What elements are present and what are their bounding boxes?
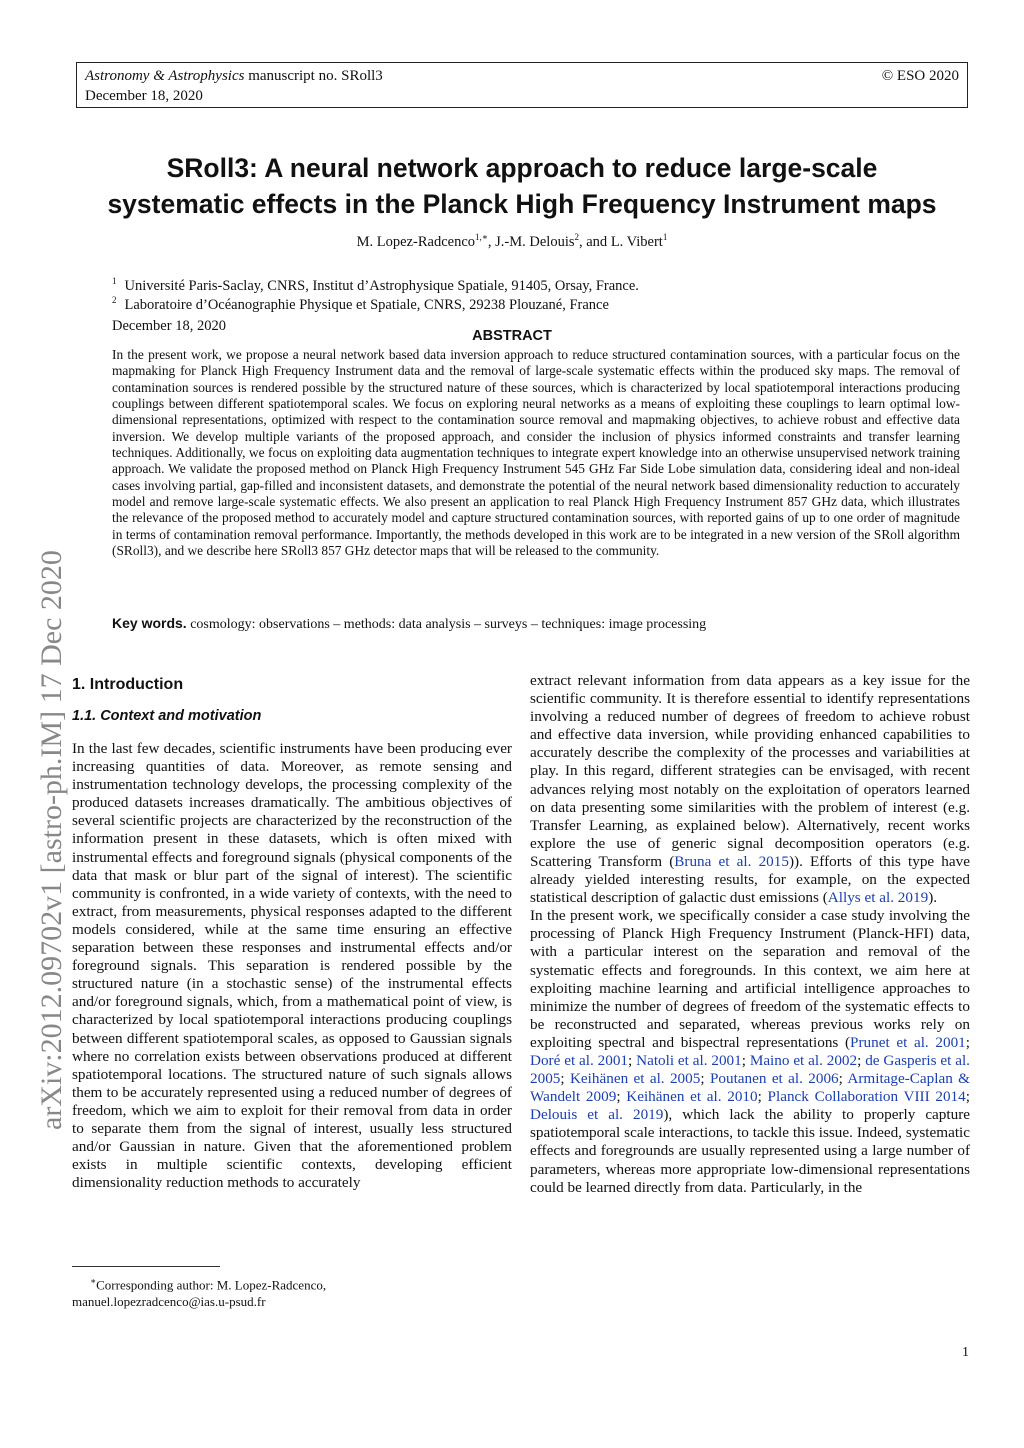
- author-affil-mark: 1: [662, 232, 668, 242]
- citation-link[interactable]: Poutanen et al. 2006: [709, 1070, 839, 1088]
- citation-separator: ;: [628, 1051, 637, 1069]
- footnote-divider: [72, 1266, 220, 1267]
- section-heading: 1. Introduction: [72, 676, 184, 693]
- paper-title-line-1: SRoll3: A neural network approach to reduce large-scale: [166, 153, 878, 183]
- paragraph-text: ).: [928, 889, 938, 907]
- citation-link[interactable]: Delouis et al. 2019: [530, 1106, 664, 1124]
- arxiv-stamp: [34, 420, 70, 1130]
- citation-separator: ;: [838, 1070, 848, 1088]
- author-affil-mark: 2: [574, 232, 579, 242]
- paper-title-line-2: systematic effects in the Planck High Frequency Instrument maps: [107, 189, 937, 219]
- affiliation-1: [112, 276, 639, 295]
- author-name: L. Vibert: [610, 233, 663, 250]
- citation-separator: ;: [741, 1051, 750, 1069]
- citation-link[interactable]: Bruna et al. 2015: [674, 852, 789, 870]
- received-date: December 18, 2020: [112, 318, 226, 334]
- keywords: [112, 615, 706, 633]
- subsection-heading: 1.1. Context and motivation: [72, 708, 262, 724]
- footnote-mark: ∗: [90, 1276, 97, 1286]
- arxiv-identifier: arXiv:2012.09702v1 [astro-ph.IM] 17 Dec 2020: [35, 550, 68, 1130]
- affiliation-text: Laboratoire d’Océanographie Physique et Spatiale, CNRS, 29238 Plouzané, France: [124, 296, 609, 313]
- affiliation-number: 1: [112, 276, 117, 286]
- keywords-text: cosmology: observations – methods: data analysis – surveys – techniques: image processing: [190, 617, 707, 632]
- paragraph-text: ), which lack the ability to properly capture spatiotemporal scale interactions, to tackle this issue. Indeed, systematic effects and foregrounds are usually represented using a large number of parameters, whereas more appropriate low-dimensional representations could be learned directly from data. Particularly, in the: [530, 1106, 971, 1196]
- citation-separator: ;: [965, 1088, 970, 1106]
- paragraph-text: )). Efforts of this type have already yielded interesting results, for example, on the expected statistical description of galactic dust emissions (: [530, 852, 970, 907]
- footnote-email: manuel.lopezradcenco@ias.u-psud.fr: [72, 1294, 266, 1310]
- author-list: [0, 232, 1024, 251]
- citation-link[interactable]: de Gasperis et al. 2005: [530, 1051, 970, 1088]
- author-separator: ,: [487, 233, 496, 250]
- journal-header: [76, 62, 968, 108]
- abstract-text: In the present work, we propose a neural network based data inversion approach to reduce structured contamination sources, with a particular focus on the mapmaking for Planck High Frequency Instrument data and the removal of large-scale systematic effects within the produced sky maps. The removal of contamination sources is rendered possible by the structured nature of these sources, which is characterized by local spatiotemporal interactions producing couplings between different spatiotemporal scales. We focus on exploring neural networks as a means of exploiting these couplings to learn optimal low-dimensional representations, optimized with respect to the contamination source removal and mapmaking objectives, to achieve robust and effective data inversion. We develop multiple variants of the proposed approach, and consider the inclusion of physics informed constraints and transfer learning techniques. Additionally, we focus on exploiting data augmentation techniques to integrate expert knowledge into an otherwise unsupervised network training approach. We validate the proposed method on Planck High Frequency Instrument 545 GHz Far Side Lobe simulation data, considering ideal and non-ideal cases involving partial, gap-filled and inconsistent datasets, and demonstrate the potential of the neural network based dimensionality reduction to accurately model and remove large-scale systematic effects. We also present an application to real Planck High Frequency Instrument 857 GHz data, which illustrates the relevance of the proposed method to accurately model and capture structured contamination sources, with reported gains of up to one order of magnitude in terms of contamination removal performance. Importantly, the methods developed in this work are to be integrated in a new version of the SRoll algorithm (SRoll3), and we describe here SRoll3 857 GHz detector maps that will be released to the community.: [112, 347, 960, 559]
- author-affil-mark: 1,∗: [475, 232, 488, 242]
- citation-link[interactable]: Armitage-Caplan & Wandelt 2009: [530, 1070, 970, 1106]
- citation-separator: ;: [560, 1070, 570, 1088]
- paper-title: [60, 150, 984, 222]
- citation-link[interactable]: Keihänen et al. 2010: [626, 1088, 758, 1106]
- intro-paragraph: In the last few decades, scientific instruments have been producing ever increasing quantities of data. Moreover, as remote sensing and instrumentation technology develops, the processing complexity of the produced datasets increases dramatically. The ambitious objectives of several scientific projects are characterized by the reconstruction of the information present in these datasets, which is often mixed with instrumental effects and foreground signals (physical components of the data that mask or blur part of the signal of interest). The scientific community is confronted, in a wide variety of contexts, with the need to extract, from measurements, physical responses adapted to the different models considered, while at the same time ensuring an effective separation between these responses and instrumental effects and/or foreground signals. This separation is rendered possible by the structured nature (in a stochastic sense) of the instrumental effects and/or foreground signals, which, from a mathematical point of view, is characterized by local spatiotemporal interactions producing couplings between different spatiotemporal scales, as opposed to Gaussian signals where no correlation exists between observations produced at different spatiotemporal locations. The structured nature of such signals allows them to be accurately represented using a reduced number of degrees of freedom, which we aim to exploit for their removal from data in order to separate them from the signal of interest, usually less structured and/or Gaussian in nature. Given that the aforementioned problem exists in multiple scientific contexts, developing efficient dimensionality reduction methods to accurately: [72, 740, 512, 1192]
- journal-line: [85, 66, 959, 86]
- footnote-text: Corresponding author: M. Lopez-Radcenco,: [96, 1277, 327, 1293]
- citation-link[interactable]: Natoli et al. 2001: [636, 1051, 742, 1069]
- author-name: J.-M. Delouis: [495, 233, 575, 250]
- author-name: M. Lopez-Radcenco: [356, 233, 476, 250]
- citation-link[interactable]: Prunet et al. 2001: [850, 1033, 966, 1051]
- citation-link[interactable]: Planck Collaboration VIII 2014: [767, 1088, 966, 1106]
- page-number: 1: [962, 1345, 969, 1360]
- affiliation-text: Université Paris-Saclay, CNRS, Institut d’Astrophysique Spatiale, 91405, Orsay, France.: [124, 277, 639, 294]
- affiliation-number: 2: [112, 295, 117, 305]
- right-column: [530, 672, 970, 1197]
- paragraph-text: In the present work, we specifically consider a case study involving the processing of Planck High Frequency Instrument (Planck-HFI) data, with a particular interest on the separation and removal of the systematic effects and foregrounds. In this context, we aim here at exploiting machine learning and artificial intelligence approaches to minimize the number of degrees of freedom of the systematic effects to be reconstructed and separated, whereas previous works rely on exploiting spectral and bispectral representations (: [530, 907, 970, 1051]
- keywords-label: Key words.: [112, 615, 187, 631]
- citation-link[interactable]: Allys et al. 2019: [827, 889, 929, 907]
- footnote-line-1: [72, 1273, 512, 1293]
- copyright: © ESO 2020: [881, 68, 959, 84]
- journal-name: Astronomy & Astrophysics: [85, 68, 245, 84]
- header-date: December 18, 2020: [85, 88, 203, 104]
- abstract-heading: ABSTRACT: [472, 328, 552, 344]
- citation-link[interactable]: Maino et al. 2002: [749, 1051, 858, 1069]
- footnote: [72, 1273, 512, 1310]
- citation-link[interactable]: Keihänen et al. 2005: [569, 1070, 701, 1088]
- body-paragraph-1: [530, 672, 970, 907]
- citation-separator: ;: [616, 1088, 627, 1106]
- body-paragraph-2: [530, 907, 970, 1197]
- author-separator: , and: [579, 233, 611, 250]
- paragraph-text: extract relevant information from data appears as a key issue for the scientific community. It is therefore essential to identify representations involving a reduced number of degrees of freedom to achieve robust and effective data inversion, while providing enhanced capabilities to accurately describe the complexity of the processes and variabilities at play. In this regard, different strategies can be envisaged, with recent advances relying most notably on the exploitation of operators learned on data presenting some similarities with the problem of interest (e.g. Transfer Learning, as explained below). Alternatively, recent works explore the use of generic signal decomposition operators (e.g. Scattering Transform (: [530, 672, 970, 870]
- manuscript-number: manuscript no. SRoll3: [248, 68, 383, 84]
- citation-separator: ;: [757, 1088, 768, 1106]
- citation-link[interactable]: Doré et al. 2001: [530, 1051, 629, 1069]
- affiliation-2: [112, 295, 609, 314]
- citation-separator: ;: [965, 1033, 970, 1051]
- citation-separator: ;: [857, 1051, 866, 1069]
- citation-separator: ;: [700, 1070, 710, 1088]
